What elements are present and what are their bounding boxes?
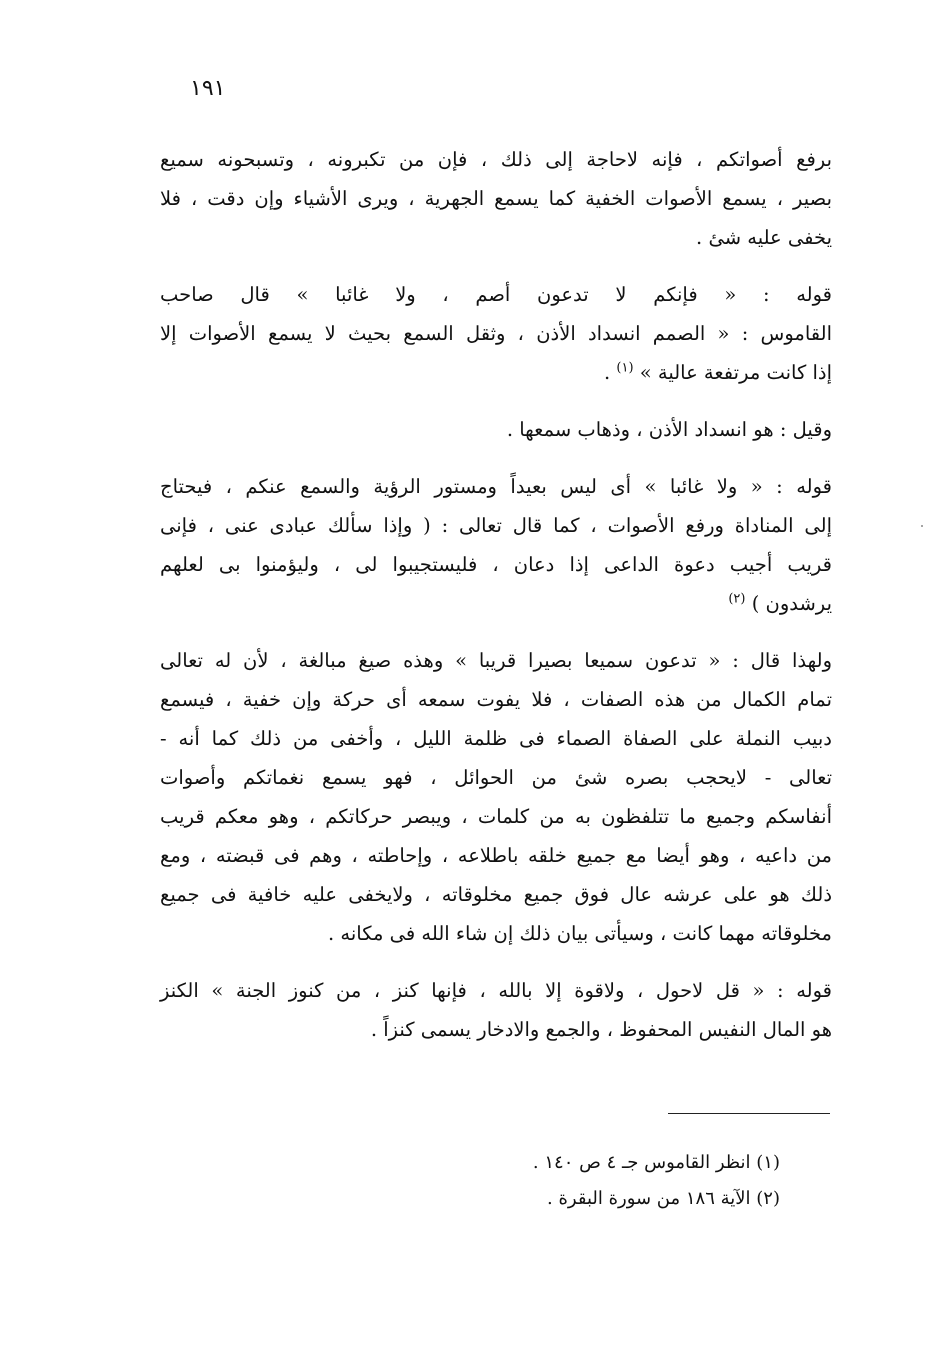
footnotes <box>400 1145 780 1217</box>
text-line: قوله : « فإنكم لا تدعون أصم ، ولا غائبا » قال صاحب <box>160 283 832 306</box>
text-line: أنفاسكم وجميع ما تتلفظون به من كلمات ، ويبصر حركاتكم ، وهو معكم قريب <box>160 805 832 828</box>
footnote-2: (٢) الآية ١٨٦ من سورة البقرة . <box>547 1188 780 1209</box>
paragraph <box>160 971 832 1049</box>
scan-speck <box>921 525 923 527</box>
text-line: من داعيه ، وهو أيضا مع جميع خلقه باطلاعه ، وإحاطته ، وهم فى قبضته ، ومع <box>160 844 832 867</box>
footnote-marker[interactable]: (٢) <box>728 591 746 607</box>
text-line: بصير ، يسمع الأصوات الخفية كما يسمع الجهرية ، ويرى الأشياء وإن دقت ، فلا <box>160 187 832 210</box>
text-line: تعالى - لايحجب بصره شئ من الحوائل ، فهو يسمع نغماتكم وأصوات <box>160 766 832 789</box>
text-line-content: يرشدون ) <box>751 592 832 615</box>
text-line: وقيل : هو انسداد الأذن ، وذهاب سمعها . <box>506 418 832 441</box>
paragraph <box>160 275 832 392</box>
paragraph <box>160 140 832 257</box>
text-line <box>160 584 832 623</box>
paragraph <box>160 410 832 449</box>
text-line: ذلك هو على عرشه عال فوق جميع مخلوقاته ، ولايخفى عليه خافية فى جميع <box>160 883 832 906</box>
text-line-end: . <box>603 361 617 384</box>
paragraph <box>160 467 832 623</box>
page-number: ١٩١ <box>190 76 226 101</box>
paragraph <box>160 641 832 953</box>
footnote-marker[interactable]: (١) <box>616 360 634 376</box>
text-line: يخفى عليه شئ . <box>696 226 832 249</box>
text-line: تمام الكمال من هذه الصفات ، فلا يفوت سمعه أى حركة وإن خفية ، فيسمع <box>160 688 832 711</box>
text-line: القاموس : « الصمم انسداد الأذن ، وثقل السمع بحيث لا يسمع الأصوات إلا <box>160 322 832 345</box>
text-line: قريب أجيب دعوة الداعى إذا دعان ، فليستجيبوا لى ، وليؤمنوا بى لعلهم <box>160 553 832 576</box>
text-line: ولهذا قال : « تدعون سميعا بصيرا قريبا » وهذه صيغ مبالغة ، لأن له تعالى <box>160 649 832 672</box>
body-text <box>160 140 832 1067</box>
text-line: قوله : « ولا غائبا » أى ليس بعيداً ومستور الرؤية والسمع عنكم ، فيحتاج <box>160 475 832 498</box>
text-line-content: إذا كانت مرتفعة عالية » <box>639 361 832 384</box>
footnote-divider <box>668 1113 830 1114</box>
text-line <box>160 353 832 392</box>
text-line: دبيب النملة على الصفاة الصماء فى ظلمة الليل ، وأخفى من ذلك كما أنه - <box>160 727 832 750</box>
text-line: مخلوقاته مهما كانت ، وسيأتى بيان ذلك إن شاء الله فى مكانه . <box>328 922 832 945</box>
text-line: قوله : « قل لاحول ، ولاقوة إلا بالله ، فإنها كنز ، من كنوز الجنة » الكنز <box>160 979 832 1002</box>
text-line: إلى المناداة ورفع الأصوات ، كما قال تعالى : ( وإذا سألك عبادى عنى ، فإنى <box>160 514 832 537</box>
text-line: برفع أصواتكم ، فإنه لاحاجة إلى ذلك ، فإن من تكبرونه ، وتسبحونه سميع <box>160 148 832 171</box>
footnote-1: (١) انظر القاموس جـ ٤ ص ١٤٠ . <box>532 1152 780 1173</box>
text-line: هو المال النفيس المحفوظ ، والجمع والادخار يسمى كنزاً . <box>370 1018 832 1041</box>
